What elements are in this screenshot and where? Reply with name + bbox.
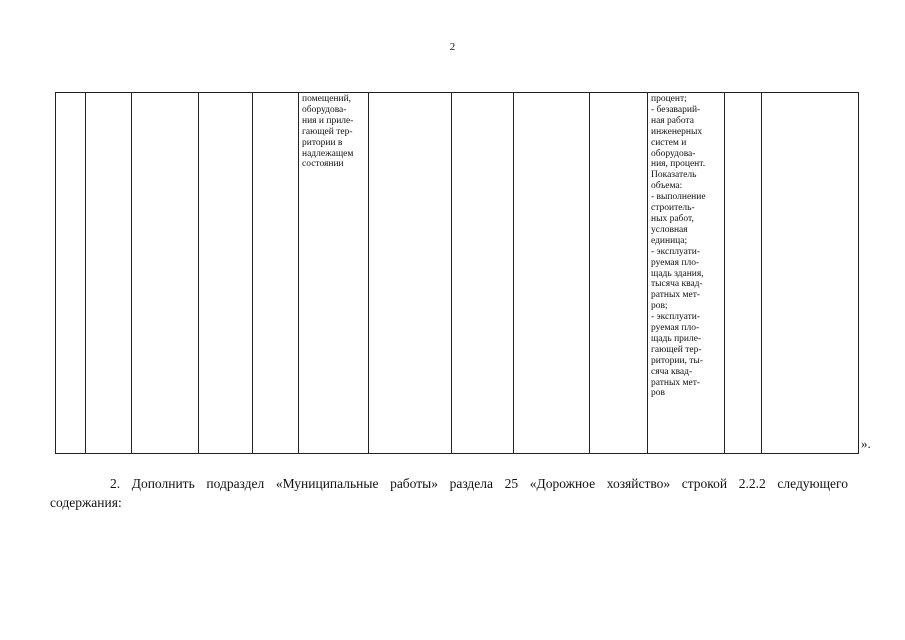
page-number: 2 (449, 41, 456, 53)
cell-11-text: процент; - безаварий- ная работа инженерных систем и оборудова- ния, процент. Показатель объема: - выполнение строитель- ных работ, условная единица; - эксплуати- руемая пло- щадь здания, тысяча квад- ратных мет- ров; - эксплуати- руемая пло- щадь приле- гающей тер- ритории, ты- сяча квад- ратных мет- ров (651, 94, 706, 399)
table-cell-6 (299, 93, 369, 454)
table-cell-7 (369, 93, 452, 454)
closing-quote: ». (861, 436, 871, 451)
table-cell-3 (132, 93, 199, 454)
table-cell-1 (56, 93, 86, 454)
table-cell-4 (199, 93, 253, 454)
table-row (56, 93, 859, 454)
table-cell-13 (762, 93, 859, 454)
paragraph-line-1: 2. Дополнить подраздел «Муниципальные работы» раздела 25 «Дорожное хозяйство» строкой 2.2.2 следующего (110, 476, 848, 491)
paragraph-line-2: содержания: (50, 495, 122, 510)
table-cell-8 (452, 93, 514, 454)
table-cell-5 (253, 93, 299, 454)
table-cell-11 (648, 93, 725, 454)
table-cell-2 (86, 93, 132, 454)
table-cell-12 (725, 93, 762, 454)
table-cell-10 (590, 93, 648, 454)
table-cell-9 (514, 93, 590, 454)
amendment-paragraph (50, 474, 848, 512)
continuation-table (55, 92, 859, 454)
cell-6-text: помещений, оборудова- ния и приле- гающей тер- ритории в надлежащем состоянии (302, 94, 354, 170)
